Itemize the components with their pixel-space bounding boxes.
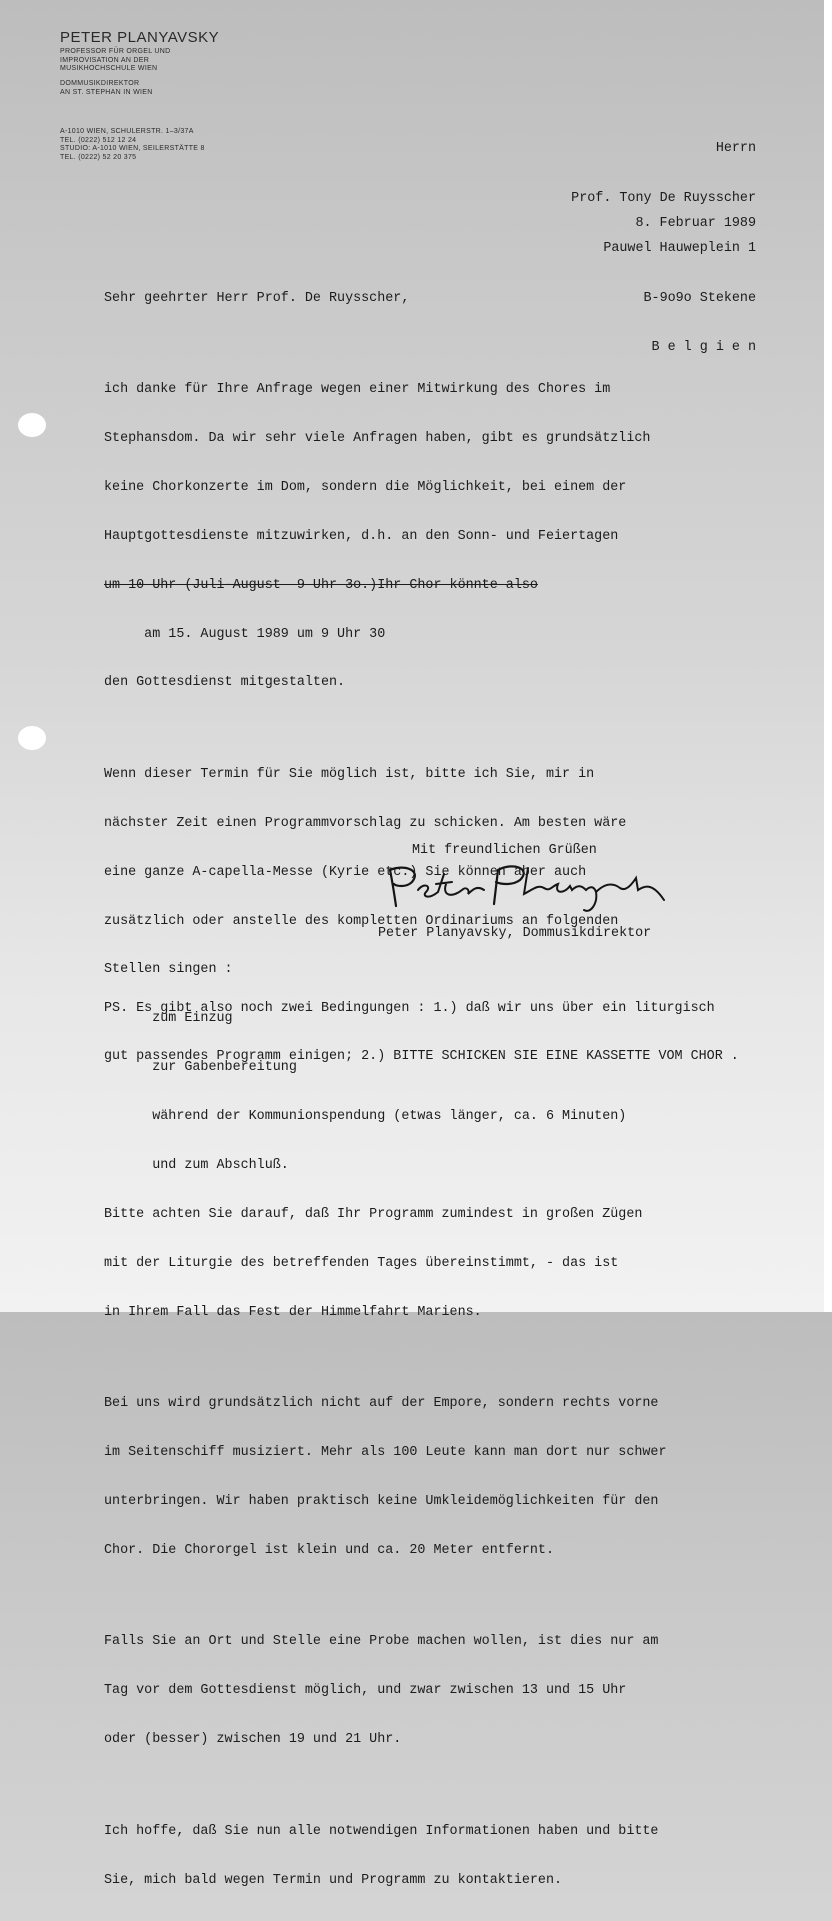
paragraph-line: Sie, mich bald wegen Termin und Programm zu kontaktieren. [104, 1872, 563, 1888]
paragraph-line: Tag vor dem Gottesdienst möglich, und zwar zwischen 13 und 15 Uhr [104, 1683, 627, 1699]
signature-name: Peter Planyavsky, Dommusikdirektor [378, 926, 652, 941]
paragraph-line: Stephansdom. Da wir sehr viele Anfragen haben, gibt es grundsätzlich [104, 430, 651, 446]
list-item: zum Einzug [104, 1011, 233, 1027]
paragraph-line: oder (besser) zwischen 19 und 21 Uhr. [104, 1732, 402, 1748]
paper-edge [824, 0, 832, 1312]
paragraph-line: mit der Liturgie des betreffenden Tages übereinstimmt, - das ist [104, 1255, 619, 1271]
list-item: zur Gabenbereitung [104, 1060, 297, 1076]
paragraph-line: im Seitenschiff musiziert. Mehr als 100 Leute kann man dort nur schwer [104, 1445, 667, 1461]
closing: Mit freundlichen Grüßen [412, 843, 597, 858]
struck-line: um 10 Uhr (Juli-August 9 Uhr 3o.)Ihr Chor könnte also [104, 577, 538, 593]
letterhead-office: DOMMUSIKDIREKTOR AN ST. STEPHAN IN WIEN [60, 80, 153, 96]
paragraph-line: in Ihrem Fall das Fest der Himmelfahrt Mariens. [104, 1304, 482, 1320]
paragraph-line: Ich hoffe, daß Sie nun alle notwendigen Informationen haben und bitte [104, 1823, 659, 1839]
list-item: während der Kommunionspendung (etwas länger, ca. 6 Minuten) [104, 1109, 627, 1125]
recipient-address: Herrn Prof. Tony De Ruysscher Pauwel Hauweplein 1 B-9o9o Stekene B e l g i e n [571, 141, 756, 356]
paragraph-line: Bei uns wird grundsätzlich nicht auf der Empore, sondern rechts vorne [104, 1396, 659, 1412]
paragraph-line: eine ganze A-capella-Messe (Kyrie etc.) Sie können aber auch [104, 864, 587, 880]
paragraph-line: Stellen singen : [104, 962, 233, 978]
letterhead-name: PETER PLANYAVSKY [60, 29, 220, 46]
letter-date: 8. Februar 1989 [635, 216, 756, 231]
paragraph-line: Bitte achten Sie darauf, daß Ihr Programm zumindest in großen Zügen [104, 1206, 643, 1222]
punch-hole [18, 726, 46, 750]
paragraph-line: ich danke für Ihre Anfrage wegen einer Mitwirkung des Chores im [104, 382, 611, 398]
paragraph-line: unterbringen. Wir haben praktisch keine Umkleidemöglichkeiten für den [104, 1493, 659, 1509]
letterhead-address: A-1010 WIEN, SCHULERSTR. 1–3/37A TEL. (0222) 512 12 24 STUDIO: A-1010 WIEN, SEILERSTÄTTE 8 TEL. (0222) 52 20 375 [60, 128, 205, 161]
inserted-line: am 15. August 1989 um 9 Uhr 30 [104, 626, 386, 642]
postscript: PS. Es gibt also noch zwei Bedingungen : 1.) daß wir uns über ein liturgisch gut passendes Programm einigen; 2.) BITTE SCHICKEN SIE EINE KASSETTE VOM CHOR . [104, 1000, 739, 1065]
punch-hole [18, 413, 46, 437]
paragraph-line: nächster Zeit einen Programmvorschlag zu schicken. Am besten wäre [104, 815, 627, 831]
letterhead-title: PROFESSOR FÜR ORGEL UND IMPROVISATION AN DER MUSIKHOCHSCHULE WIEN [60, 48, 171, 72]
paragraph-line: Chor. Die Chororgel ist klein und ca. 20 Meter entfernt. [104, 1542, 554, 1558]
paragraph-line: zusätzlich oder anstelle des kompletten Ordinariums an folgenden [104, 913, 619, 929]
paragraph-line: den Gottesdienst mitgestalten. [104, 675, 346, 691]
handwritten-signature [382, 860, 682, 920]
paragraph-line: keine Chorkonzerte im Dom, sondern die Möglichkeit, bei einem der [104, 479, 627, 495]
paragraph-line: Hauptgottesdienste mitzuwirken, d.h. an den Sonn- und Feiertagen [104, 528, 619, 544]
list-item: und zum Abschluß. [104, 1158, 289, 1174]
paragraph-line: Falls Sie an Ort und Stelle eine Probe machen wollen, ist dies nur am [104, 1634, 659, 1650]
paragraph-line: Wenn dieser Termin für Sie möglich ist, bitte ich Sie, mir in [104, 766, 595, 782]
salutation: Sehr geehrter Herr Prof. De Ruysscher, [104, 290, 410, 306]
